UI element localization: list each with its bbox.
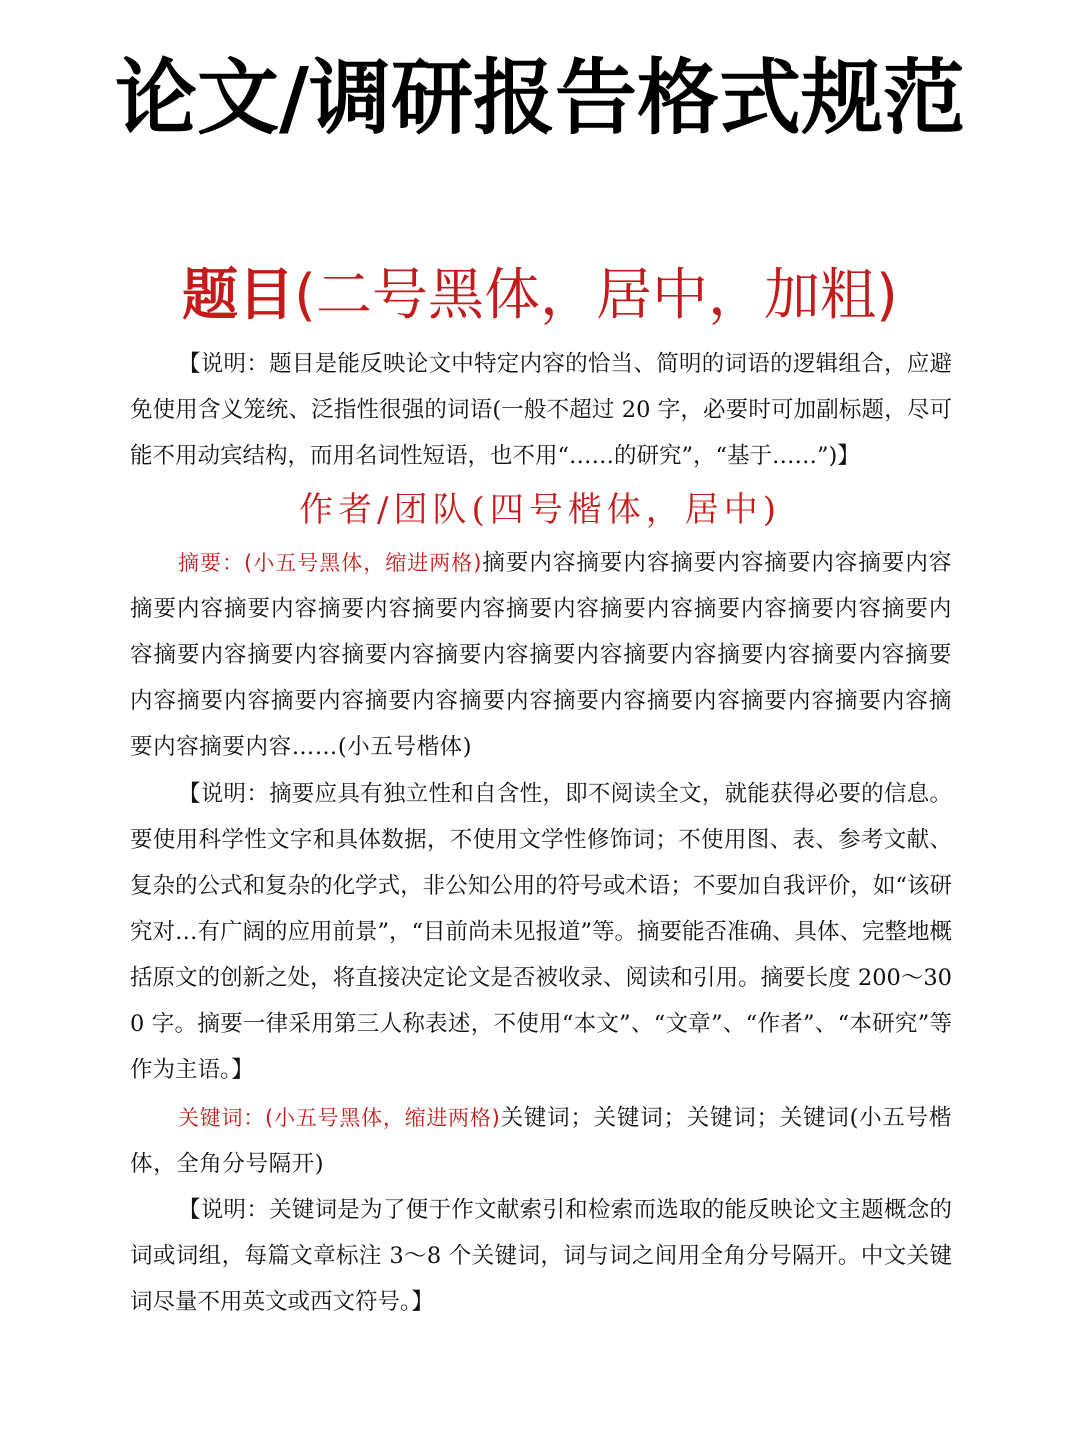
title-spec-strong: 题目 <box>182 263 295 328</box>
author-spec: 作者/团队(四号楷体，居中) <box>299 490 781 530</box>
keywords-label: 关键词：(小五号黑体，缩进两格) <box>178 1106 501 1130</box>
abstract-body: 摘要内容摘要内容摘要内容摘要内容摘要内容摘要内容摘要内容摘要内容摘要内容摘要内容摘要内容摘要内容摘要内容摘要内容摘要内容摘要内容摘要内容摘要内容摘要内容摘要内容摘要内容摘要内容摘要内容摘要内容摘要内容摘要内容摘要内容摘要内容摘要内容摘要内容摘要内容摘要内容摘要内容……(小五号楷体) <box>130 550 952 760</box>
keywords-paragraph <box>130 1095 952 1187</box>
abstract-label: 摘要：(小五号黑体，缩进两格) <box>178 551 482 575</box>
keywords-body: 关键词；关键词；关键词；关键词(小五号楷体，全角分号隔开) <box>130 1105 953 1177</box>
abstract-paragraph <box>130 540 952 770</box>
title-note <box>130 341 952 479</box>
title-note-text: 【说明：题目是能反映论文中特定内容的恰当、简明的词语的逻辑组合，应避免使用含义笼统、泛指性很强的词语(一般不超过 20 字，必要时可加副标题，尽可能不用动宾结构，而用名词性短语，也不用“……的研究”，“基于……”)】 <box>130 351 952 469</box>
page-heading: 论文/调研报告格式规范 <box>115 51 965 146</box>
title-spec-rest: (二号黑体，居中，加粗) <box>294 263 898 328</box>
title-spec-heading <box>0 256 1080 336</box>
abstract-note <box>130 771 952 1093</box>
keywords-note <box>130 1187 952 1325</box>
keywords-note-text: 【说明：关键词是为了便于作文献索引和检索而选取的能反映论文主题概念的词或词组，每篇文章标注 3～8 个关键词，词与词之间用全角分号隔开。中文关键词尽量不用英文或西文符号。】 <box>130 1197 952 1315</box>
abstract-note-text: 【说明：摘要应具有独立性和自含性，即不阅读全文，就能获得必要的信息。要使用科学性文字和具体数据，不使用文学性修饰词；不使用图、表、参考文献、复杂的公式和复杂的化学式，非公知公用的符号或术语；不要加自我评价，如“该研究对…有广阔的应用前景”，“目前尚未见报道”等。摘要能否准确、具体、完整地概括原文的创新之处，将直接决定论文是否被收录、阅读和引用。摘要长度 200～300 字。摘要一律采用第三人称表述，不使用“本文”、“文章”、“作者”、“本研究”等作为主语。】 <box>130 781 953 1083</box>
